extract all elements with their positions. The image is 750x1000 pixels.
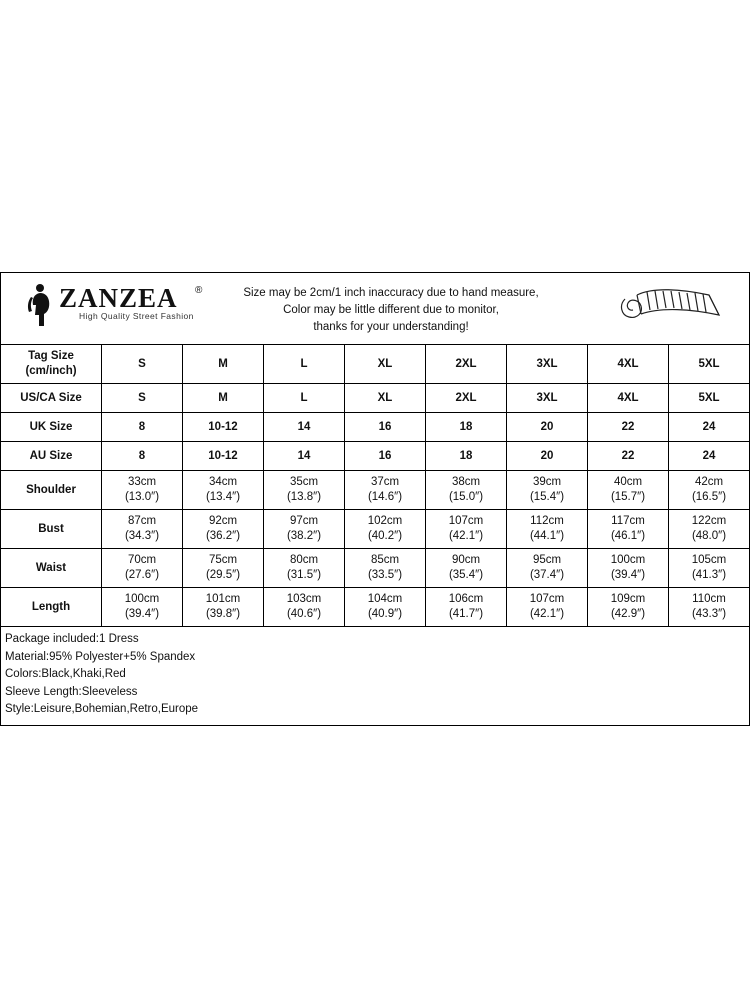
row-label-tag-size-line2: (cm/inch) (25, 365, 77, 377)
cell-tag-size-6: 4XL (588, 345, 669, 384)
brand-name: ZANZEA (59, 283, 178, 313)
cell-us-ca-7: 5XL (669, 384, 750, 413)
cell-shoulder-5 (507, 471, 588, 510)
cell-shoulder-7-cm: 42cm (694, 476, 724, 488)
cell-waist-5-cm: 95cm (532, 554, 562, 566)
cell-bust-3-in: (40.2″) (367, 530, 403, 542)
table-row-waist (1, 549, 750, 588)
cell-shoulder-3-in: (14.6″) (367, 491, 403, 503)
cell-waist-3-cm: 85cm (370, 554, 400, 566)
cell-uk-3: 16 (345, 413, 426, 442)
cell-tag-size-2: L (264, 345, 345, 384)
cell-waist-7-in: (41.3″) (691, 569, 727, 581)
cell-shoulder-6-in: (15.7″) (610, 491, 646, 503)
cell-waist-0-cm: 70cm (127, 554, 157, 566)
cell-waist-0 (102, 549, 183, 588)
cell-au-5: 20 (507, 442, 588, 471)
cell-waist-7 (669, 549, 750, 588)
cell-shoulder-2-in: (13.8″) (286, 491, 322, 503)
detail-material: Material:95% Polyester+5% Spandex (5, 650, 196, 663)
cell-length-7-in: (43.3″) (691, 608, 727, 620)
cell-us-ca-6: 4XL (588, 384, 669, 413)
cell-length-7-cm: 110cm (692, 593, 726, 605)
cell-bust-1-in: (36.2″) (205, 530, 241, 542)
cell-au-2: 14 (264, 442, 345, 471)
cell-us-ca-4: 2XL (426, 384, 507, 413)
cell-length-6-cm: 109cm (610, 593, 646, 605)
cell-waist-3-in: (33.5″) (367, 569, 403, 581)
cell-waist-5-in: (37.4″) (529, 569, 565, 581)
cell-au-6: 22 (588, 442, 669, 471)
cell-length-0-cm: 100cm (124, 593, 160, 605)
cell-bust-6 (588, 510, 669, 549)
row-label-waist: Waist (1, 549, 102, 588)
measuring-tape-icon (617, 281, 727, 337)
cell-bust-5-in: (44.1″) (529, 530, 565, 542)
cell-length-2-cm: 103cm (286, 593, 322, 605)
table-row-uk-size (1, 413, 750, 442)
row-label-bust: Bust (1, 510, 102, 549)
cell-length-4 (426, 588, 507, 627)
row-label-au: AU Size (1, 442, 102, 471)
cell-waist-5 (507, 549, 588, 588)
cell-shoulder-0-in: (13.0″) (124, 491, 160, 503)
registered-mark: ® (195, 285, 203, 296)
table-row-us-ca-size (1, 384, 750, 413)
measurement-notice (201, 285, 581, 336)
cell-length-3-in: (40.9″) (367, 608, 403, 620)
table-row-shoulder (1, 471, 750, 510)
cell-shoulder-5-cm: 39cm (532, 476, 562, 488)
cell-uk-0: 8 (102, 413, 183, 442)
cell-length-2-in: (40.6″) (286, 608, 322, 620)
cell-length-1-cm: 101cm (205, 593, 241, 605)
row-label-tag-size-line1: Tag Size (28, 350, 74, 362)
cell-length-0 (102, 588, 183, 627)
cell-tag-size-5: 3XL (507, 345, 588, 384)
cell-shoulder-0 (102, 471, 183, 510)
row-label-shoulder: Shoulder (1, 471, 102, 510)
row-label-length: Length (1, 588, 102, 627)
cell-us-ca-0: S (102, 384, 183, 413)
cell-length-2 (264, 588, 345, 627)
cell-uk-7: 24 (669, 413, 750, 442)
row-label-us-ca: US/CA Size (1, 384, 102, 413)
cell-au-1: 10-12 (183, 442, 264, 471)
cell-shoulder-2-cm: 35cm (289, 476, 319, 488)
cell-bust-3-cm: 102cm (367, 515, 403, 527)
cell-tag-size-0: S (102, 345, 183, 384)
cell-shoulder-5-in: (15.4″) (529, 491, 565, 503)
cell-bust-6-cm: 117cm (611, 515, 645, 527)
woman-silhouette-icon (27, 283, 57, 327)
cell-waist-4 (426, 549, 507, 588)
cell-bust-0-cm: 87cm (127, 515, 157, 527)
cell-bust-7-in: (48.0″) (691, 530, 727, 542)
cell-waist-4-in: (35.4″) (448, 569, 484, 581)
notice-line-2: Color may be little different due to monitor, (283, 304, 499, 316)
cell-bust-4 (426, 510, 507, 549)
cell-shoulder-7-in: (16.5″) (691, 491, 727, 503)
cell-length-1 (183, 588, 264, 627)
cell-bust-0 (102, 510, 183, 549)
cell-shoulder-2 (264, 471, 345, 510)
cell-length-5-in: (42.1″) (529, 608, 565, 620)
size-table (0, 344, 750, 627)
cell-shoulder-4-in: (15.0″) (448, 491, 484, 503)
cell-uk-4: 18 (426, 413, 507, 442)
chart-header (0, 272, 750, 344)
cell-bust-1-cm: 92cm (208, 515, 238, 527)
row-label-tag-size (1, 345, 102, 384)
cell-uk-6: 22 (588, 413, 669, 442)
detail-sleeve-length: Sleeve Length:Sleeveless (5, 685, 138, 698)
cell-waist-6-cm: 100cm (610, 554, 646, 566)
cell-waist-3 (345, 549, 426, 588)
size-chart-sheet (0, 272, 750, 720)
cell-uk-1: 10-12 (183, 413, 264, 442)
notice-line-1: Size may be 2cm/1 inch inaccuracy due to hand measure, (243, 287, 539, 299)
cell-us-ca-1: M (183, 384, 264, 413)
cell-bust-7-cm: 122cm (691, 515, 727, 527)
cell-shoulder-1 (183, 471, 264, 510)
cell-bust-6-in: (46.1″) (610, 530, 646, 542)
cell-us-ca-5: 3XL (507, 384, 588, 413)
cell-bust-5 (507, 510, 588, 549)
product-details (0, 627, 750, 726)
cell-shoulder-6 (588, 471, 669, 510)
cell-length-5 (507, 588, 588, 627)
cell-waist-1-in: (29.5″) (205, 569, 241, 581)
cell-bust-1 (183, 510, 264, 549)
cell-length-3-cm: 104cm (367, 593, 403, 605)
cell-bust-5-cm: 112cm (530, 515, 564, 527)
cell-waist-2 (264, 549, 345, 588)
cell-shoulder-0-cm: 33cm (127, 476, 157, 488)
cell-bust-2-cm: 97cm (289, 515, 319, 527)
cell-us-ca-3: XL (345, 384, 426, 413)
cell-bust-4-in: (42.1″) (448, 530, 484, 542)
cell-waist-6-in: (39.4″) (610, 569, 646, 581)
cell-us-ca-2: L (264, 384, 345, 413)
cell-shoulder-6-cm: 40cm (613, 476, 643, 488)
detail-package: Package included:1 Dress (5, 633, 139, 645)
cell-shoulder-7 (669, 471, 750, 510)
cell-waist-2-in: (31.5″) (286, 569, 322, 581)
cell-waist-1-cm: 75cm (208, 554, 238, 566)
cell-length-4-in: (41.7″) (448, 608, 484, 620)
cell-waist-0-in: (27.6″) (124, 569, 160, 581)
cell-waist-4-cm: 90cm (451, 554, 481, 566)
cell-length-7 (669, 588, 750, 627)
cell-shoulder-4-cm: 38cm (451, 476, 481, 488)
cell-waist-6 (588, 549, 669, 588)
cell-tag-size-7: 5XL (669, 345, 750, 384)
cell-tag-size-3: XL (345, 345, 426, 384)
cell-bust-7 (669, 510, 750, 549)
cell-waist-1 (183, 549, 264, 588)
cell-waist-7-cm: 105cm (691, 554, 727, 566)
cell-bust-3 (345, 510, 426, 549)
cell-bust-0-in: (34.3″) (124, 530, 160, 542)
cell-shoulder-3-cm: 37cm (370, 476, 400, 488)
cell-tag-size-1: M (183, 345, 264, 384)
cell-au-0: 8 (102, 442, 183, 471)
cell-length-0-in: (39.4″) (124, 608, 160, 620)
table-row-bust (1, 510, 750, 549)
table-row-length (1, 588, 750, 627)
cell-shoulder-3 (345, 471, 426, 510)
cell-au-4: 18 (426, 442, 507, 471)
cell-bust-4-cm: 107cm (448, 515, 484, 527)
table-row-au-size (1, 442, 750, 471)
notice-line-3: thanks for your understanding! (313, 321, 469, 333)
cell-length-3 (345, 588, 426, 627)
row-label-uk: UK Size (1, 413, 102, 442)
cell-shoulder-1-in: (13.4″) (205, 491, 241, 503)
cell-tag-size-4: 2XL (426, 345, 507, 384)
detail-style: Style:Leisure,Bohemian,Retro,Europe (5, 703, 199, 715)
cell-au-3: 16 (345, 442, 426, 471)
cell-length-6-in: (42.9″) (610, 608, 646, 620)
cell-length-6 (588, 588, 669, 627)
cell-shoulder-1-cm: 34cm (208, 476, 238, 488)
cell-length-4-cm: 106cm (448, 593, 484, 605)
cell-waist-2-cm: 80cm (289, 554, 319, 566)
detail-colors: Colors:Black,Khaki,Red (5, 668, 126, 680)
cell-length-5-cm: 107cm (529, 593, 565, 605)
cell-uk-5: 20 (507, 413, 588, 442)
brand-block (27, 281, 207, 337)
cell-bust-2-in: (38.2″) (286, 530, 322, 542)
cell-au-7: 24 (669, 442, 750, 471)
cell-bust-2 (264, 510, 345, 549)
cell-uk-2: 14 (264, 413, 345, 442)
cell-length-1-in: (39.8″) (205, 608, 241, 620)
brand-tagline: High Quality Street Fashion (79, 311, 194, 321)
cell-shoulder-4 (426, 471, 507, 510)
table-row-tag-size (1, 345, 750, 384)
